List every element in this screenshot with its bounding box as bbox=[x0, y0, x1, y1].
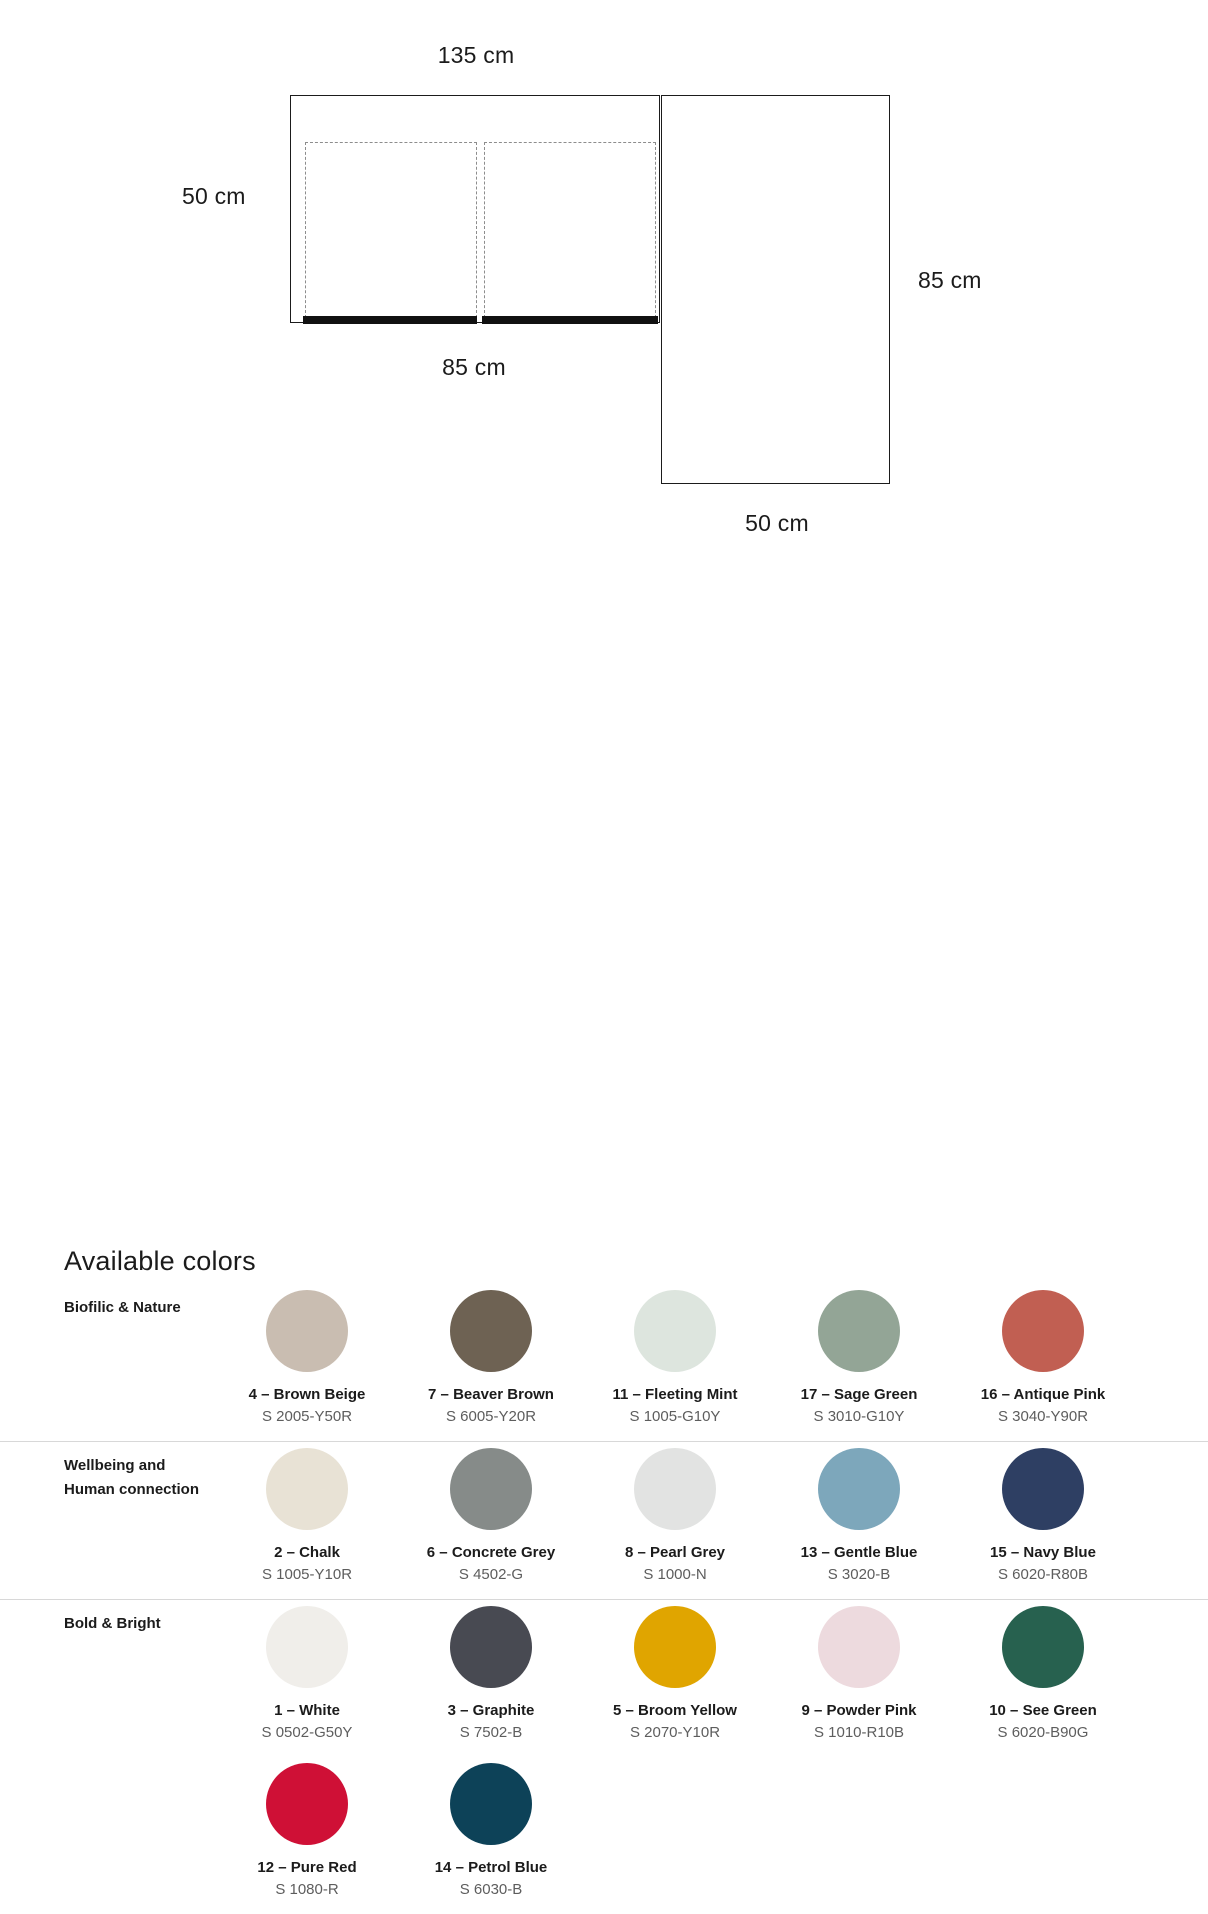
color-swatch[interactable] bbox=[767, 1284, 951, 1441]
swatch-row bbox=[215, 1284, 1208, 1441]
color-swatch-name: 9 – Powder Pink bbox=[801, 1702, 917, 1719]
color-swatch-name: 1 – White bbox=[274, 1702, 340, 1719]
color-swatch-name: 10 – See Green bbox=[989, 1702, 1097, 1719]
available-colors-title: Available colors bbox=[64, 1246, 256, 1276]
swatch-row bbox=[215, 1757, 1208, 1914]
color-swatch[interactable] bbox=[399, 1600, 583, 1757]
color-swatch-code: S 6020-B90G bbox=[997, 1724, 1089, 1741]
color-swatch-code: S 7502-B bbox=[459, 1724, 523, 1741]
color-swatch-code: S 1005-Y10R bbox=[261, 1566, 353, 1583]
color-swatch-code: S 3040-Y90R bbox=[997, 1408, 1089, 1425]
color-dot bbox=[634, 1290, 716, 1372]
color-swatch-name: 8 – Pearl Grey bbox=[624, 1544, 726, 1561]
color-groups bbox=[0, 1284, 1208, 1914]
color-swatch-code: S 1080-R bbox=[275, 1881, 339, 1898]
drawing-dashed-panel-left bbox=[305, 142, 477, 318]
color-swatch-code: S 1005-G10Y bbox=[629, 1408, 721, 1425]
color-swatch-name: 2 – Chalk bbox=[274, 1544, 340, 1561]
color-swatch-code: S 3010-G10Y bbox=[813, 1408, 905, 1425]
color-swatch-name: 11 – Fleeting Mint bbox=[612, 1386, 738, 1403]
color-group-bold-bright bbox=[0, 1599, 1208, 1914]
color-swatch[interactable] bbox=[399, 1442, 583, 1599]
drawing-dashed-panel-right bbox=[484, 142, 656, 318]
color-swatch[interactable] bbox=[767, 1442, 951, 1599]
color-swatch-name: 16 – Antique Pink bbox=[980, 1386, 1106, 1403]
dimension-label-left: 50 cm bbox=[182, 183, 246, 209]
color-swatch[interactable] bbox=[215, 1600, 399, 1757]
color-swatch[interactable] bbox=[399, 1284, 583, 1441]
color-swatch-name: 15 – Navy Blue bbox=[990, 1544, 1096, 1561]
color-swatch[interactable] bbox=[399, 1757, 583, 1914]
color-swatch[interactable] bbox=[951, 1600, 1135, 1757]
color-swatch-name: 4 – Brown Beige bbox=[248, 1386, 366, 1403]
drawing-solid-bar-left bbox=[303, 316, 477, 324]
color-swatch[interactable] bbox=[583, 1284, 767, 1441]
swatch-row bbox=[215, 1442, 1208, 1599]
color-group-swatches bbox=[215, 1284, 1208, 1441]
color-swatch-code: S 6030-B bbox=[459, 1881, 523, 1898]
color-swatch[interactable] bbox=[767, 1600, 951, 1757]
drawing-side-view-rectangle bbox=[661, 95, 890, 484]
color-dot bbox=[818, 1290, 900, 1372]
color-swatch-name: 12 – Pure Red bbox=[257, 1859, 357, 1876]
color-swatch-name: 13 – Gentle Blue bbox=[800, 1544, 918, 1561]
color-group-swatches bbox=[215, 1442, 1208, 1599]
color-dot bbox=[450, 1290, 532, 1372]
color-swatch-code: S 3020-B bbox=[827, 1566, 891, 1583]
color-swatch[interactable] bbox=[583, 1442, 767, 1599]
color-swatch-name: 6 – Concrete Grey bbox=[426, 1544, 556, 1561]
color-dot bbox=[266, 1448, 348, 1530]
color-dot bbox=[818, 1448, 900, 1530]
color-dot bbox=[266, 1606, 348, 1688]
dimension-label-right: 85 cm bbox=[918, 267, 982, 293]
color-group-biofilic-nature bbox=[0, 1284, 1208, 1441]
color-swatch-code: S 2005-Y50R bbox=[261, 1408, 353, 1425]
dimension-label-bottom-left: 85 cm bbox=[442, 354, 506, 380]
swatch-row bbox=[215, 1600, 1208, 1757]
color-swatch-code: S 6005-Y20R bbox=[445, 1408, 537, 1425]
color-dot bbox=[450, 1606, 532, 1688]
drawing-solid-bar-right bbox=[482, 316, 658, 324]
color-dot bbox=[1002, 1290, 1084, 1372]
color-group-label: Bold & Bright bbox=[64, 1615, 161, 1632]
color-swatch-name: 14 – Petrol Blue bbox=[434, 1859, 548, 1876]
color-swatch[interactable] bbox=[951, 1284, 1135, 1441]
color-dot bbox=[1002, 1606, 1084, 1688]
color-group-label: Biofilic & Nature bbox=[64, 1299, 181, 1316]
color-group-wellbeing-human-connection bbox=[0, 1441, 1208, 1599]
color-dot bbox=[634, 1448, 716, 1530]
color-dot bbox=[450, 1763, 532, 1845]
color-swatch-name: 3 – Graphite bbox=[447, 1702, 535, 1719]
color-swatch-code: S 1000-N bbox=[643, 1566, 707, 1583]
color-swatch[interactable] bbox=[951, 1442, 1135, 1599]
color-dot bbox=[818, 1606, 900, 1688]
color-dot bbox=[266, 1763, 348, 1845]
color-dot bbox=[634, 1606, 716, 1688]
color-dot bbox=[450, 1448, 532, 1530]
product-dimensions-drawing bbox=[0, 0, 1208, 600]
color-swatch-code: S 2070-Y10R bbox=[629, 1724, 721, 1741]
dimension-label-bottom-right: 50 cm bbox=[745, 510, 809, 536]
color-swatch-name: 17 – Sage Green bbox=[800, 1386, 918, 1403]
color-dot bbox=[1002, 1448, 1084, 1530]
color-swatch[interactable] bbox=[215, 1757, 399, 1914]
color-swatch[interactable] bbox=[215, 1442, 399, 1599]
color-group-swatches bbox=[215, 1600, 1208, 1914]
color-swatch[interactable] bbox=[215, 1284, 399, 1441]
color-swatch-name: 5 – Broom Yellow bbox=[613, 1702, 737, 1719]
color-swatch-code: S 4502-G bbox=[458, 1566, 524, 1583]
color-swatch-name: 7 – Beaver Brown bbox=[428, 1386, 554, 1403]
color-swatch-code: S 1010-R10B bbox=[813, 1724, 905, 1741]
color-group-label: Wellbeing and Human connection bbox=[64, 1457, 200, 1499]
color-dot bbox=[266, 1290, 348, 1372]
color-swatch-code: S 6020-R80B bbox=[997, 1566, 1089, 1583]
dimension-label-top: 135 cm bbox=[437, 42, 515, 68]
color-swatch[interactable] bbox=[583, 1600, 767, 1757]
color-swatch-code: S 0502-G50Y bbox=[261, 1724, 353, 1741]
